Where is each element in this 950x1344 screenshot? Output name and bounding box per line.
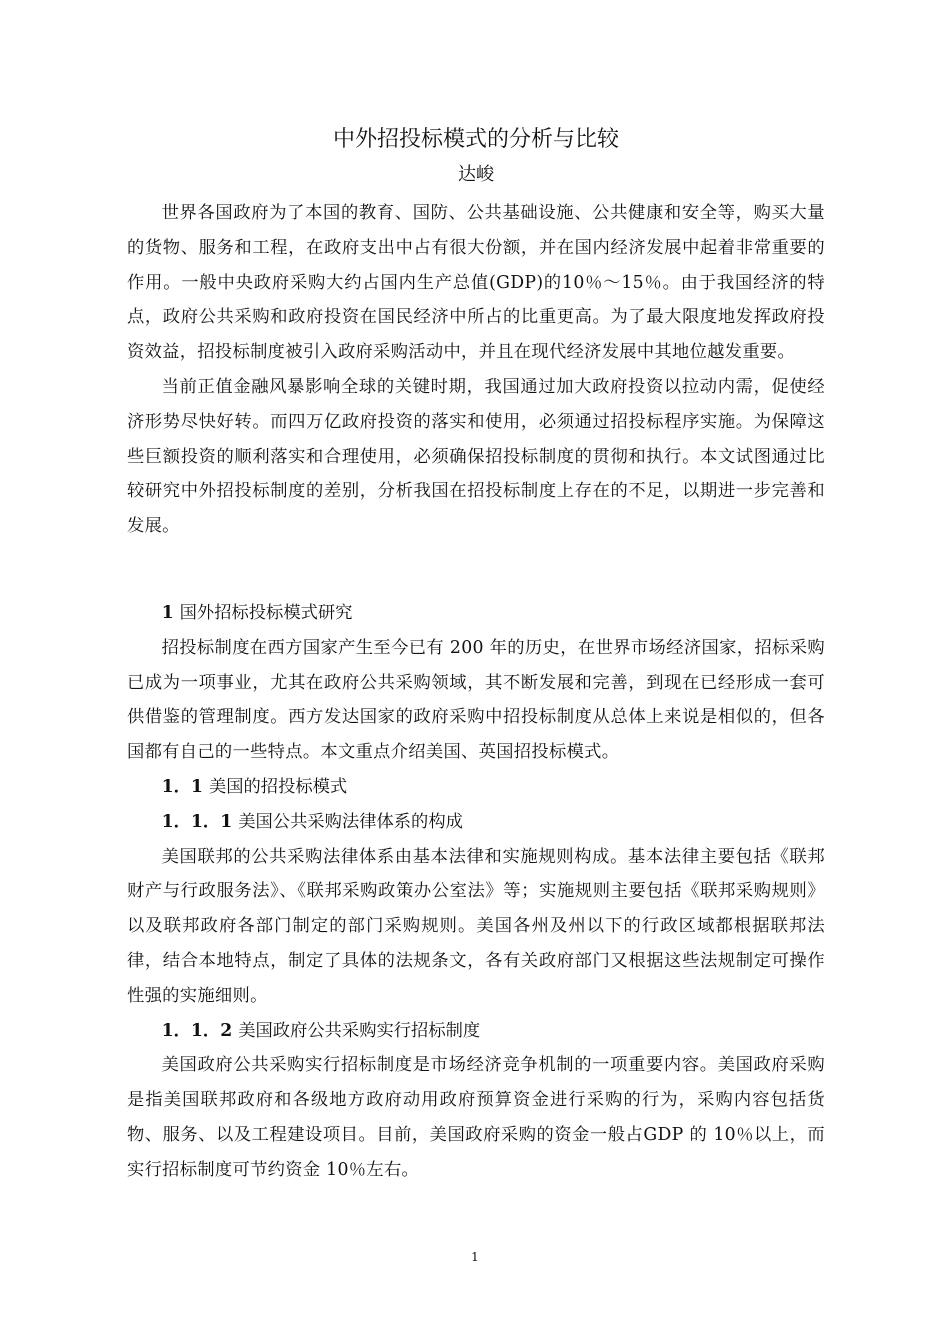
section-1-1-title: 美国的招投标模式	[208, 776, 348, 797]
section-1-title: 国外招标投标模式研究	[179, 602, 353, 623]
document-title: 中外招投标模式的分析与比较	[332, 127, 619, 152]
author-name: 达峻	[458, 164, 494, 185]
section-1-1-heading	[127, 770, 825, 805]
section-1-1-1-heading	[127, 805, 825, 840]
section-spacer	[127, 544, 825, 596]
section-1-1-number: 1．1	[161, 776, 203, 797]
section-1-1-2-number: 1．1．2	[161, 1020, 233, 1041]
section-1-1-1-paragraph: 美国联邦的公共采购法律体系由基本法律和实施规则构成。基本法律主要包括《联邦财产与行政服务法》、《联邦采购政策办公室法》等；实施规则主要包括《联邦采购规则》以及联邦政府各部门制定的部门采购规则。美国各州及州以下的行政区域都根据联邦法律，结合本地特点，制定了具体的法规条文，各有关政府部门又根据这些法规制定可操作性强的实施细则。	[127, 846, 825, 1006]
intro-paragraph-2: 当前正值金融风暴影响全球的关键时期，我国通过加大政府投资以拉动内需，促使经济形势尽快好转。而四万亿政府投资的落实和使用，必须通过招投标程序实施。为保障这些巨额投资的顺利落实和合理使用，必须确保招投标制度的贯彻和执行。本文试图通过比较研究中外招投标制度的差别，分析我国在招投标制度上存在的不足，以期进一步完善和发展。	[127, 376, 825, 537]
page-number: 1	[471, 1250, 479, 1264]
section-1-1-2-heading	[127, 1014, 825, 1049]
section-1-paragraph: 招投标制度在西方国家产生至今已有 200 年的历史，在世界市场经济国家，招标采购已成为一项事业，尤其在政府公共采购领域，其不断发展和完善，到现在已经形成一套可供借鉴的管理制度。西方发达国家的政府采购中招投标制度从总体上来说是相似的，但各国都有自己的一些特点。本文重点介绍美国、英国招投标模式。	[127, 637, 825, 763]
intro-paragraph-1: 世界各国政府为了本国的教育、国防、公共基础设施、公共健康和安全等，购买大量的货物、服务和工程，在政府支出中占有很大份额，并在国内经济发展中起着非常重要的作用。一般中央政府采购大约占国内生产总值(GDP)的10％～15％。由于我国经济的特点，政府公共采购和政府投资在国民经济中所占的比重更高。为了最大限度地发挥政府投资效益，招投标制度被引入政府采购活动中，并且在现代经济发展中其地位越发重要。	[127, 203, 825, 363]
page-content	[127, 122, 825, 1188]
section-1-heading	[127, 596, 825, 631]
section-1-1-2-title: 美国政府公共采购实行招标制度	[238, 1020, 481, 1041]
section-1-1-1-title: 美国公共采购法律体系的构成	[238, 811, 463, 832]
section-1-number: 1	[161, 602, 174, 623]
section-1-1-1-number: 1．1．1	[161, 811, 233, 832]
section-1-1-2-paragraph: 美国政府公共采购实行招标制度是市场经济竞争机制的一项重要内容。美国政府采购是指美国联邦政府和各级地方政府动用政府预算资金进行采购的行为，采购内容包括货物、服务、以及工程建设项目。目前，美国政府采购的资金一般占GDP 的 10％以上，而实行招标制度可节约资金 10％左右。	[127, 1055, 825, 1180]
